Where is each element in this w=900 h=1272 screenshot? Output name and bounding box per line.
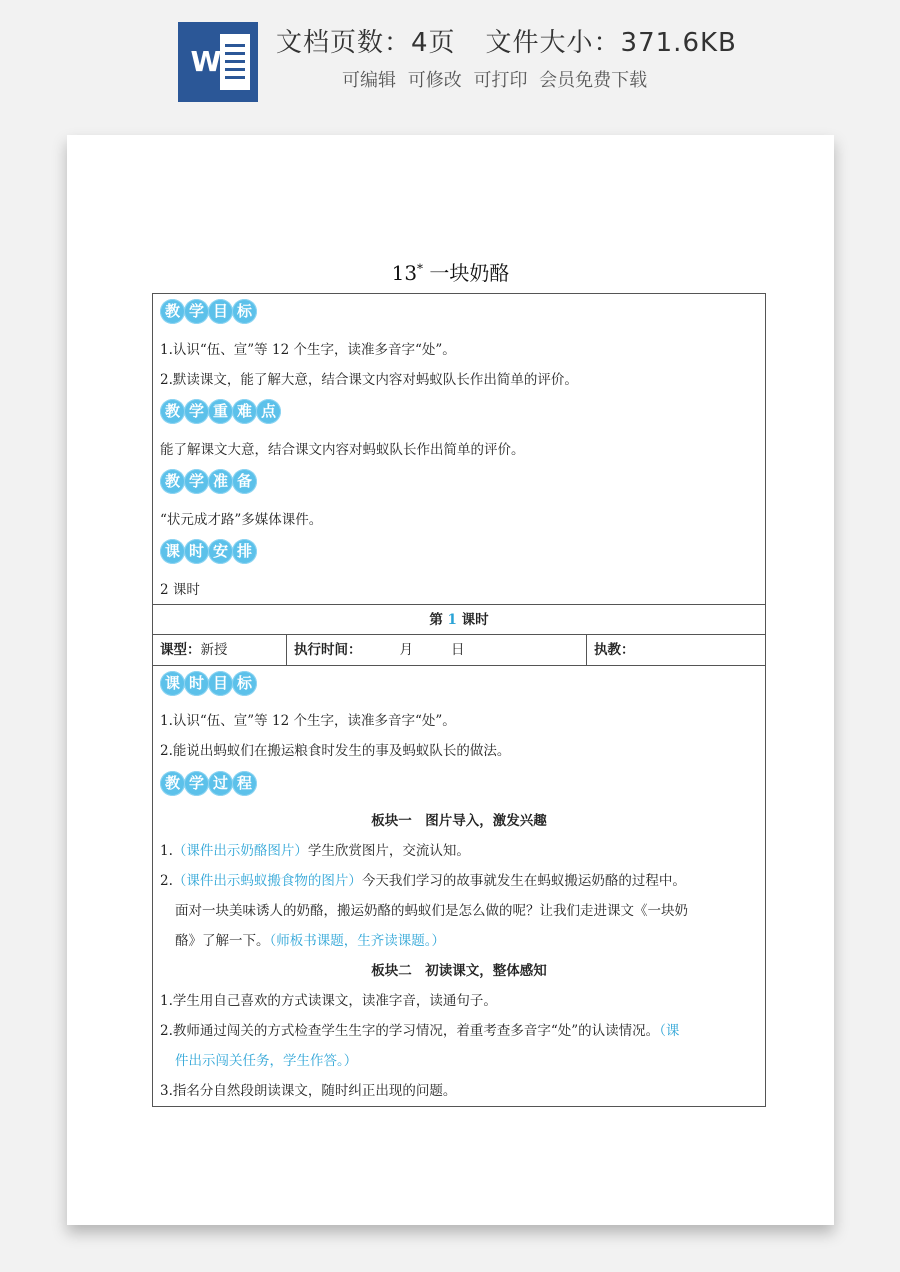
- download-banner: [0, 0, 900, 120]
- heading-preparation: [160, 469, 256, 499]
- block-one-title: 板块一 图片导入，激发兴趣: [371, 813, 547, 829]
- word-icon-sheet: [220, 34, 250, 90]
- page-count: 文档页数：4页: [276, 28, 456, 58]
- heading-key-points: [160, 399, 280, 429]
- heading-bubble-char: 备: [232, 469, 257, 494]
- heading-bubble-char: 学: [184, 469, 209, 494]
- heading-bubble-char: 准: [208, 469, 233, 494]
- heading-bubble-char: 过: [208, 771, 233, 796]
- key-points-text: 能了解课文大意，结合课文内容对蚂蚁队长作出简单的评价。: [160, 442, 525, 458]
- document-page: [67, 135, 834, 1225]
- block-one-item-cont: 酪》了解一下。（师板书课题，生齐读课题。）: [175, 933, 445, 949]
- word-document-icon: [178, 22, 258, 102]
- schedule-text: 2 课时: [160, 582, 200, 598]
- lesson-type: 课型：新授: [160, 642, 228, 658]
- heading-bubble-char: 学: [184, 299, 209, 324]
- file-info: [276, 22, 737, 59]
- heading-bubble-char: 重: [208, 399, 233, 424]
- goal-item: 2.默读课文，能了解大意，结合课文内容对蚂蚁队长作出简单的评价。: [160, 372, 578, 388]
- preparation-text: “状元成才路”多媒体课件。: [160, 512, 323, 528]
- heading-bubble-char: 难: [232, 399, 257, 424]
- heading-bubble-char: 时: [184, 539, 209, 564]
- heading-teaching-process: [160, 771, 256, 801]
- lesson-goal-item: 1.认识“伍、宣”等 12 个生字，读准多音字“处”。: [160, 713, 456, 729]
- divider: [153, 665, 765, 666]
- heading-bubble-char: 目: [208, 671, 233, 696]
- heading-bubble-char: 点: [256, 399, 281, 424]
- block-one-item: 2.（课件出示蚂蚁搬食物的图片）今天我们学习的故事就发生在蚂蚁搬运奶酪的过程中。: [160, 873, 686, 889]
- heading-bubble-char: 教: [160, 771, 185, 796]
- cell-divider: [586, 635, 587, 665]
- lesson-goal-item: 2.能说出蚂蚁们在搬运粮食时发生的事及蚂蚁队长的做法。: [160, 743, 511, 759]
- heading-bubble-char: 安: [208, 539, 233, 564]
- heading-schedule: [160, 539, 256, 569]
- divider: [153, 604, 765, 605]
- cell-divider: [286, 635, 287, 665]
- goal-item: 1.认识“伍、宣”等 12 个生字，读准多音字“处”。: [160, 342, 456, 358]
- block-two-item: 2.教师通过闯关的方式检查学生生字的学习情况，着重考查多音字“处”的认读情况。（课: [160, 1023, 680, 1039]
- heading-teaching-goals: [160, 299, 256, 329]
- heading-bubble-char: 目: [208, 299, 233, 324]
- execution-time: 执行时间： 月 日: [294, 642, 465, 658]
- heading-bubble-char: 学: [184, 771, 209, 796]
- divider: [153, 634, 765, 635]
- heading-bubble-char: 程: [232, 771, 257, 796]
- block-one-item-cont: 面对一块美味诱人的奶酪，搬运奶酪的蚂蚁们是怎么做的呢？让我们走进课文《一块奶: [175, 903, 688, 919]
- block-two-item: 1.学生用自己喜欢的方式读课文，读准字音，读通句子。: [160, 993, 497, 1009]
- heading-bubble-char: 课: [160, 539, 185, 564]
- heading-bubble-char: 时: [184, 671, 209, 696]
- heading-bubble-char: 教: [160, 469, 185, 494]
- lesson-table: [152, 293, 766, 1107]
- block-two-item-cont: 件出示闯关任务，学生作答。）: [175, 1053, 358, 1069]
- teacher-label: 执教：: [594, 642, 635, 658]
- heading-bubble-char: 学: [184, 399, 209, 424]
- heading-bubble-char: 教: [160, 299, 185, 324]
- document-title: 13* 一块奶酪: [391, 261, 510, 285]
- lesson-number: 第 1 课时: [429, 612, 489, 628]
- feature-list: 可编辑 可修改 可打印 会员免费下载: [342, 70, 648, 91]
- block-one-item: 1.（课件出示奶酪图片）学生欣赏图片，交流认知。: [160, 843, 470, 859]
- heading-lesson-goals: [160, 671, 256, 701]
- word-icon-letter: W: [190, 45, 222, 78]
- heading-bubble-char: 标: [232, 299, 257, 324]
- block-two-title: 板块二 初读课文，整体感知: [371, 963, 547, 979]
- file-size: 文件大小：371.6KB: [485, 28, 737, 58]
- heading-bubble-char: 标: [232, 671, 257, 696]
- heading-bubble-char: 排: [232, 539, 257, 564]
- heading-bubble-char: 教: [160, 399, 185, 424]
- block-two-item: 3.指名分自然段朗读课文，随时纠正出现的问题。: [160, 1083, 457, 1099]
- heading-bubble-char: 课: [160, 671, 185, 696]
